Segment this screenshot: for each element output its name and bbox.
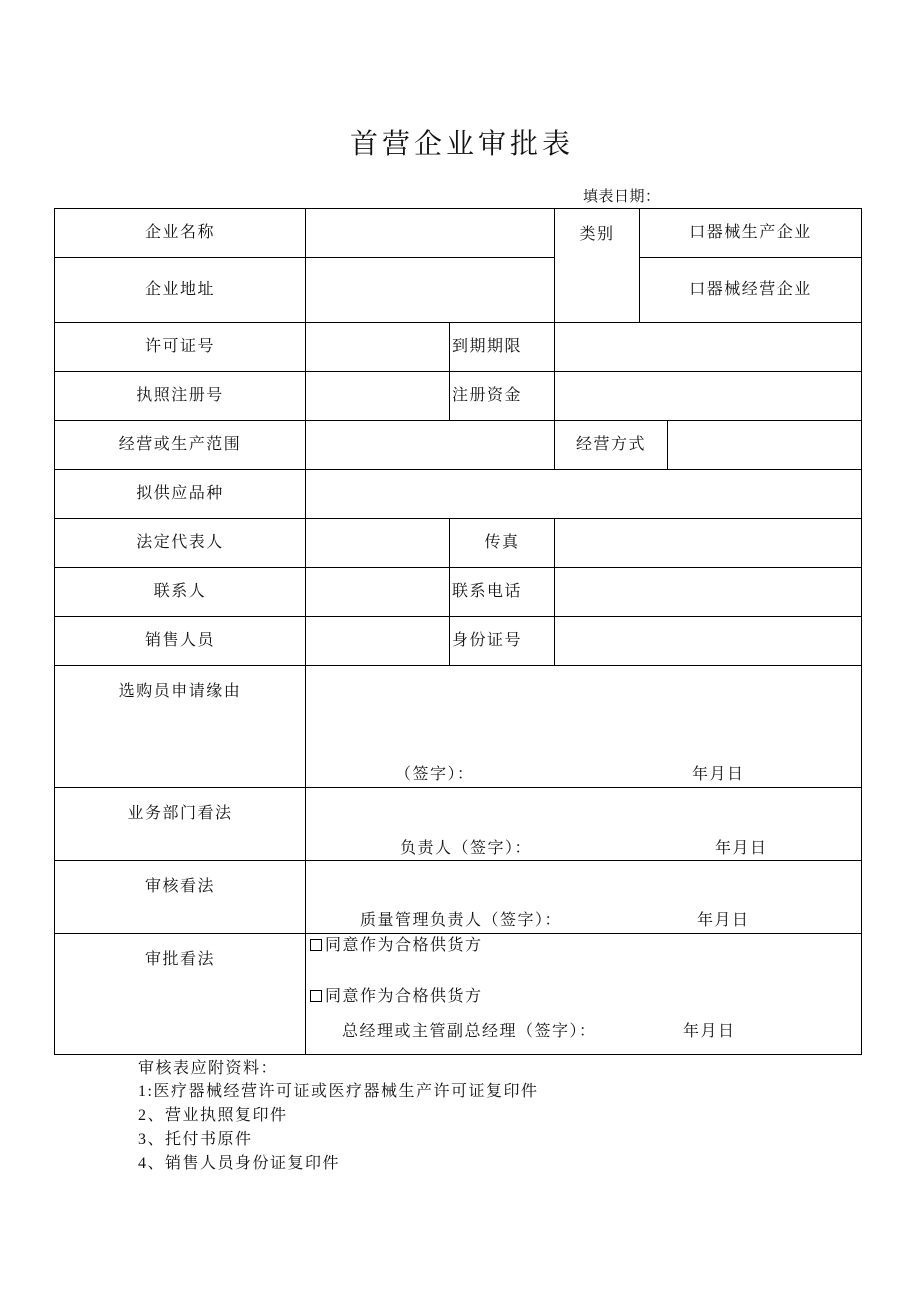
fax-label: 传真 xyxy=(450,519,555,568)
id-no-label: 身份证号 xyxy=(450,617,555,666)
company-name-label: 企业名称 xyxy=(55,209,306,258)
id-no-value[interactable] xyxy=(555,617,862,666)
category-label: 类别 xyxy=(555,209,640,323)
approval-signature-label: 总经理或主管副总经理（签字）： xyxy=(342,1023,597,1040)
approval-label: 审批看法 xyxy=(55,934,306,1055)
license-no-label: 许可证号 xyxy=(55,323,306,372)
purchaser-reason-label: 选购员申请缘由 xyxy=(55,666,306,788)
registered-capital-label: 注册资金 xyxy=(450,372,555,421)
license-no-value[interactable] xyxy=(306,323,450,372)
expiry-label: 到期期限 xyxy=(450,323,555,372)
registered-capital-value[interactable] xyxy=(555,372,862,421)
phone-label: 联系电话 xyxy=(450,568,555,617)
products-label: 拟供应品种 xyxy=(55,470,306,519)
attachment-item: 3、托付书原件 xyxy=(138,1131,253,1148)
products-value[interactable] xyxy=(306,470,862,519)
attachment-item: 4、销售人员身份证复印件 xyxy=(138,1155,341,1172)
mode-label: 经营方式 xyxy=(555,421,668,470)
attachments-heading: 审核表应附资料： xyxy=(138,1060,279,1077)
review-label: 审核看法 xyxy=(55,861,306,934)
attachment-item: 2、营业执照复印件 xyxy=(138,1107,288,1124)
business-dept-label: 业务部门看法 xyxy=(55,788,306,861)
legal-rep-label: 法定代表人 xyxy=(55,519,306,568)
sales-person-value[interactable] xyxy=(306,617,450,666)
fill-date-label: 填表日期： xyxy=(583,189,661,205)
business-dept-date-label: 年月日 xyxy=(715,840,768,857)
attachment-item: 1:医疗器械经营许可证或医疗器械生产许可证复印件 xyxy=(138,1083,539,1100)
scope-label: 经营或生产范围 xyxy=(55,421,306,470)
business-dept-area[interactable] xyxy=(306,788,862,861)
company-address-value[interactable] xyxy=(306,258,555,323)
review-signature-label: 质量管理负责人（签字）： xyxy=(360,912,563,929)
company-address-label: 企业地址 xyxy=(55,258,306,323)
category-option-manufacturer[interactable]: 口器械生产企业 xyxy=(640,209,862,258)
business-dept-signature-label: 负责人（签字）： xyxy=(400,840,533,857)
approval-form-table xyxy=(54,208,862,1055)
review-date-label: 年月日 xyxy=(697,912,750,929)
approval-option-2-label: 同意作为合格供货方 xyxy=(325,988,483,1005)
scope-value[interactable] xyxy=(306,421,555,470)
legal-rep-value[interactable] xyxy=(306,519,450,568)
expiry-value[interactable] xyxy=(555,323,862,372)
sales-person-label: 销售人员 xyxy=(55,617,306,666)
review-area[interactable] xyxy=(306,861,862,934)
checkbox-icon[interactable] xyxy=(310,939,322,951)
approval-option-1-label: 同意作为合格供货方 xyxy=(325,937,483,954)
contact-label: 联系人 xyxy=(55,568,306,617)
checkbox-icon[interactable] xyxy=(310,990,322,1002)
business-reg-no-label: 执照注册号 xyxy=(55,372,306,421)
purchaser-date-label: 年月日 xyxy=(692,766,745,783)
contact-value[interactable] xyxy=(306,568,450,617)
company-name-value[interactable] xyxy=(306,209,555,258)
fax-value[interactable] xyxy=(555,519,862,568)
purchaser-signature-label: （签字）： xyxy=(395,766,475,783)
business-reg-no-value[interactable] xyxy=(306,372,450,421)
purchaser-reason-area[interactable] xyxy=(306,666,862,788)
approval-date-label: 年月日 xyxy=(683,1023,736,1040)
approval-area xyxy=(306,934,862,1055)
approval-option-1[interactable] xyxy=(310,936,483,956)
category-option-distributor[interactable]: 口器械经营企业 xyxy=(640,258,862,323)
mode-value[interactable] xyxy=(668,421,862,470)
page-title: 首营企业审批表 xyxy=(349,129,574,160)
approval-option-2[interactable] xyxy=(310,987,483,1007)
phone-value[interactable] xyxy=(555,568,862,617)
